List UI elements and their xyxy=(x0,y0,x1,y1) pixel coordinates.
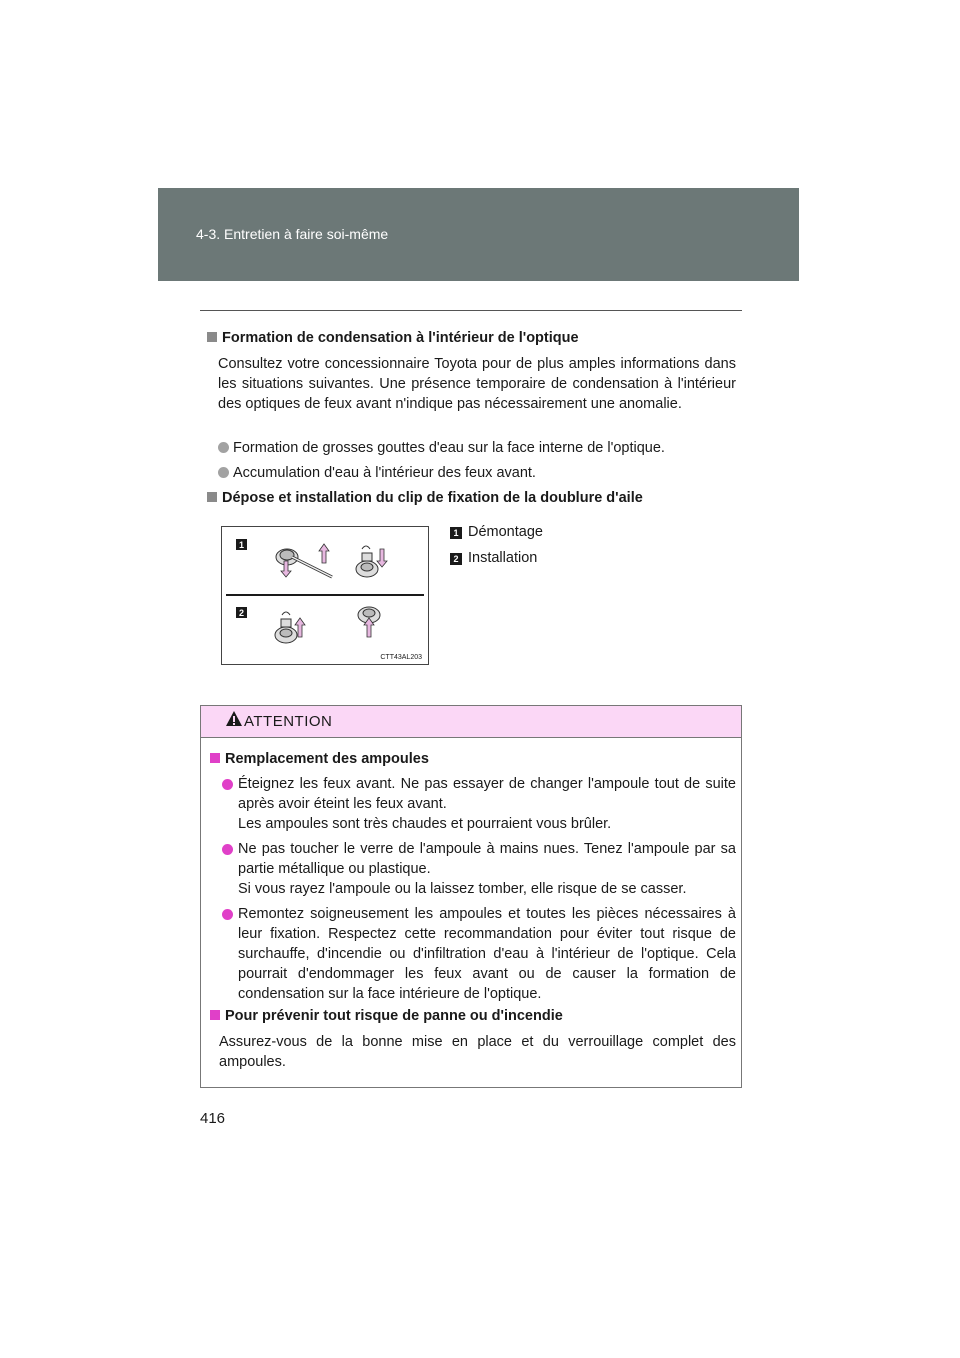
square-bullet-icon xyxy=(207,332,217,342)
warning-header xyxy=(201,706,741,738)
list-item: Accumulation d'eau à l'intérieur des feux avant. xyxy=(218,463,736,483)
warning-triangle-icon xyxy=(225,710,243,728)
clip-illustration xyxy=(221,526,429,665)
warning-box xyxy=(200,705,742,1088)
clip-installed-drawing xyxy=(358,607,380,637)
clip-install-drawing xyxy=(275,612,305,643)
list-item: Éteignez les feux avant. Ne pas essayer de changer l'ampoule tout de suite après avoir éteint les feux avant. xyxy=(238,776,736,812)
fire-prevention-heading: Pour prévenir tout risque de panne ou d'incendie xyxy=(210,1008,563,1024)
bullet-dot-icon xyxy=(222,779,233,790)
square-bullet-icon xyxy=(210,1010,220,1020)
divider xyxy=(200,310,742,311)
condensation-heading: Formation de condensation à l'intérieur de l'optique xyxy=(207,330,579,346)
bulb-replacement-heading: Remplacement des ampoules xyxy=(210,751,429,767)
fire-prevention-body: Assurez-vous de la bonne mise en place et du verrouillage complet des ampoules. xyxy=(219,1034,736,1070)
list-item: Formation de grosses gouttes d'eau sur la face interne de l'optique. xyxy=(218,438,736,458)
chapter-header xyxy=(158,188,799,281)
clip-diagram xyxy=(222,527,428,664)
clip-removal-drawing xyxy=(276,544,332,577)
list-item-continuation: Les ampoules sont très chaudes et pourraient vous brûler. xyxy=(238,816,612,832)
clip-removed-drawing xyxy=(356,546,387,577)
bullet-dot-icon xyxy=(218,442,229,453)
legend-item-installation: 2 Installation xyxy=(450,550,537,566)
bullet-dot-icon xyxy=(222,844,233,855)
square-bullet-icon xyxy=(210,753,220,763)
clip-heading: Dépose et installation du clip de fixation de la doublure d'aile xyxy=(207,490,643,506)
number-badge: 1 xyxy=(450,527,462,539)
square-bullet-icon xyxy=(207,492,217,502)
bullet-dot-icon xyxy=(222,909,233,920)
list-item-continuation: Si vous rayez l'ampoule ou la laissez tomber, elle risque de se casser. xyxy=(238,881,687,897)
list-item: Ne pas toucher le verre de l'ampoule à mains nues. Tenez l'ampoule par sa partie métallique ou plastique. xyxy=(238,841,736,877)
section-title: 4-3. Entretien à faire soi-même xyxy=(196,226,389,242)
condensation-body: Consultez votre concessionnaire Toyota pour de plus amples informations dans les situations suivantes. Une présence temporaire de condensation à l'intérieur des optiques de feux avant n'indique pas nécessairement une anomalie. xyxy=(218,356,736,412)
figure-label-2: 2 xyxy=(238,608,245,618)
figure-label-1: 1 xyxy=(238,540,245,550)
figure-code: CTT43AL203 xyxy=(380,654,422,661)
list-item: Remontez soigneusement les ampoules et toutes les pièces nécessaires à leur fixation. Respectez cette recommandation pour éviter tout risque de surchauffe, d'incendie ou d'infiltration d'eau à l'intérieur de l'optique. Cela pourrait d'endommager les feux avant ou de causer la formation de condensation sur la face intérieure de l'optique. xyxy=(238,906,736,1002)
page-number: 416 xyxy=(200,1110,226,1127)
legend-item-removal: 1 Démontage xyxy=(450,524,543,540)
number-badge: 2 xyxy=(450,553,462,565)
bullet-dot-icon xyxy=(218,467,229,478)
warning-title: ATTENTION xyxy=(244,713,333,730)
